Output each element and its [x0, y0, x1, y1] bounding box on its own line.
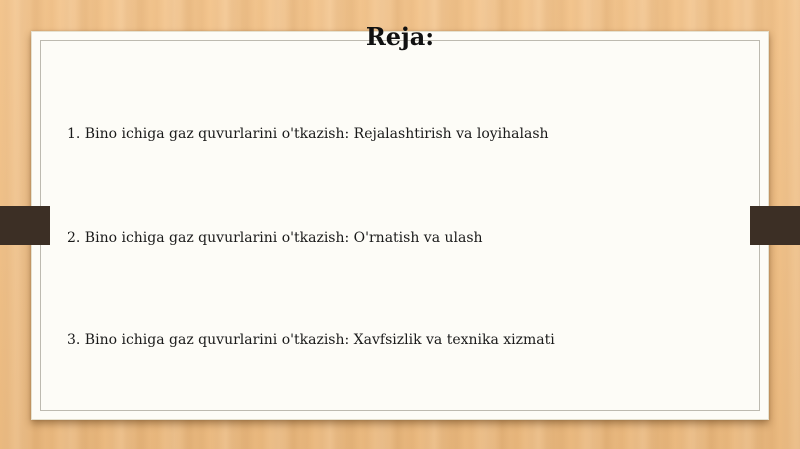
- plan-item-3: 3. Bino ichiga gaz quvurlarini o'tkazish: Xavfsizlik va texnika xizmati: [67, 332, 555, 348]
- slide-title: Reja:: [365, 22, 435, 51]
- right-side-tab: [750, 206, 800, 245]
- left-side-tab: [0, 206, 50, 245]
- plan-item-2: 2. Bino ichiga gaz quvurlarini o'tkazish: O'rnatish va ulash: [67, 230, 483, 246]
- plan-item-1: 1. Bino ichiga gaz quvurlarini o'tkazish: Rejalashtirish va loyihalash: [67, 126, 549, 142]
- content-frame: [31, 31, 769, 420]
- content-frame-border: [40, 40, 760, 411]
